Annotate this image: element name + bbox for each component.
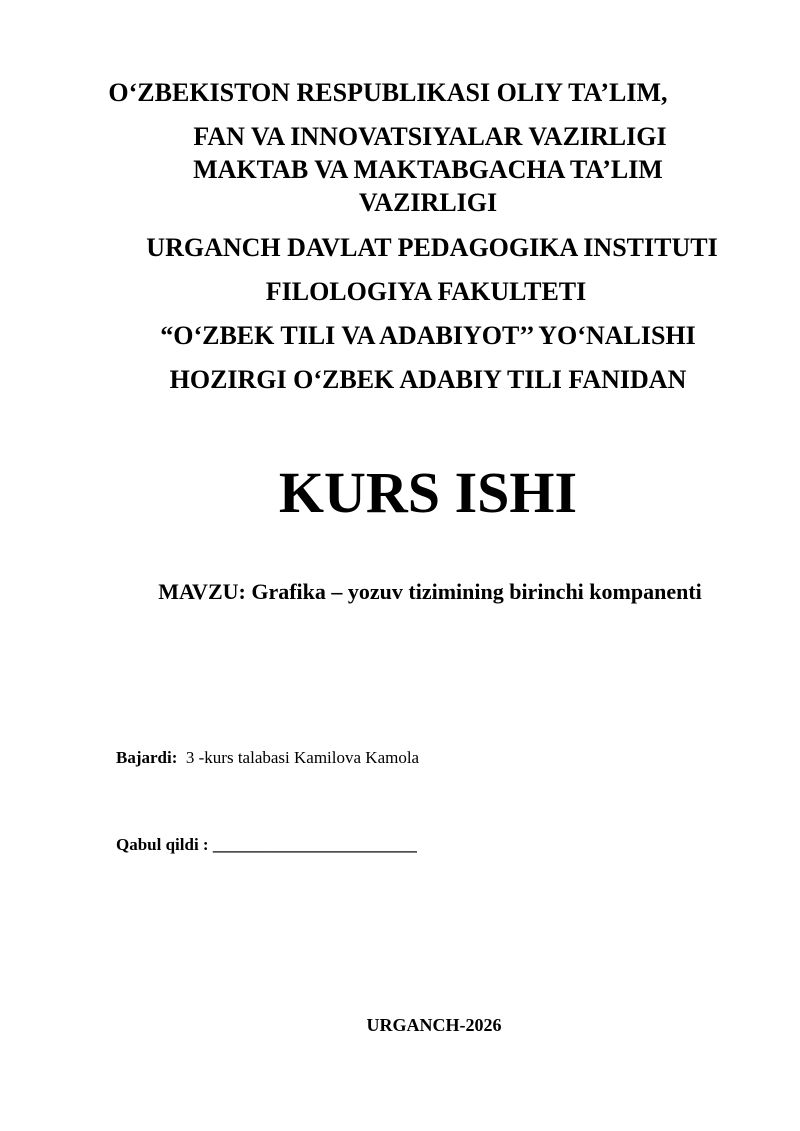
author-value: 3 -kurs talabasi Kamilova Kamola xyxy=(185,748,420,767)
ministry-line-4: VAZIRLIGI xyxy=(358,188,498,217)
faculty-name: FILOLOGIYA FAKULTETI xyxy=(265,277,587,306)
document-title: KURS ISHI xyxy=(278,460,578,525)
city-year: URGANCH-2026 xyxy=(366,1015,502,1035)
ministry-line-2: FAN VA INNOVATSIYALAR VAZIRLIGI xyxy=(193,122,667,151)
institute-name: URGANCH DAVLAT PEDAGOGIKA INSTITUTI xyxy=(146,233,718,262)
ministry-line-3: MAKTAB VA MAKTABGACHA TA’LIM xyxy=(193,155,663,184)
reviewer-line xyxy=(116,834,417,856)
reviewer-label: Qabul qildi : xyxy=(116,835,209,854)
author-line xyxy=(116,747,419,769)
ministry-line-1: O‘ZBEKISTON RESPUBLIKASI OLIY TA’LIM, xyxy=(108,78,668,107)
author-label: Bajardi: xyxy=(116,748,178,767)
topic-line: MAVZU: Grafika – yozuv tizimining birinchi kompanenti xyxy=(158,579,702,604)
reviewer-blank: ________________________ xyxy=(212,835,417,854)
subject-name: HOZIRGI O‘ZBEK ADABIY TILI FANIDAN xyxy=(169,365,687,394)
direction-name: “O‘ZBEK TILI VA ADABIYOT’’ YO‘NALISHI xyxy=(160,321,696,350)
